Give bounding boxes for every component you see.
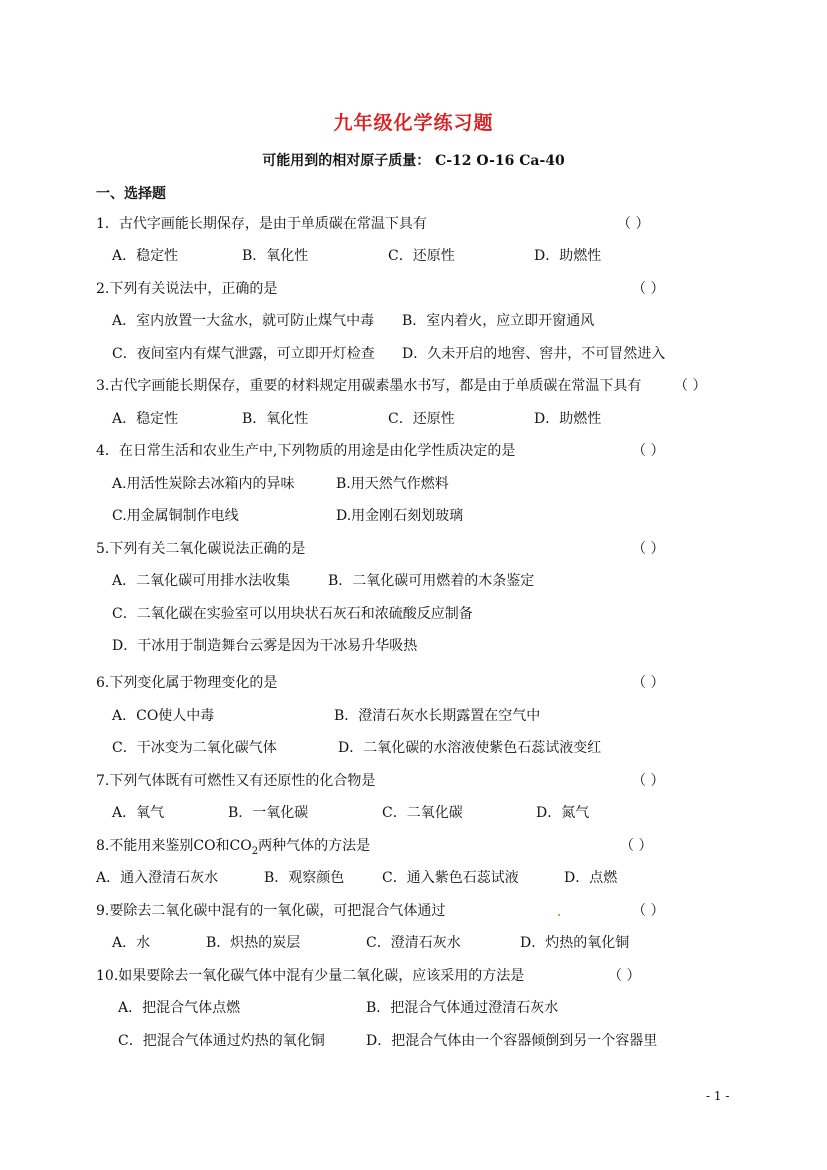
question-10-option-c: C．把混合气体通过灼热的氧化铜: [118, 1033, 325, 1049]
page-title: 九年级化学练习题: [333, 112, 494, 134]
question-1-stem: 1．古代字画能长期保存，是由于单质碳在常温下具有: [96, 216, 427, 232]
question-9-option-c: C．澄清石灰水: [366, 935, 461, 951]
question-10-option-b: B．把混合气体通过澄清石灰水: [366, 1000, 559, 1016]
atomic-mass-note: 可能用到的相对原子质量： C-12 O-16 Ca-40: [262, 153, 565, 169]
question-1-option-a: A．稳定性: [112, 248, 179, 264]
question-3-option-c: C．还原性: [388, 411, 455, 427]
question-6-stem: 6.下列变化属于物理变化的是: [96, 675, 278, 691]
question-6-option-a: A．CO使人中毒: [112, 708, 215, 724]
question-7-answer-blank: （ ）: [632, 773, 665, 789]
question-6-answer-blank: （ ）: [632, 675, 665, 691]
question-2-stem: 2.下列有关说法中，正确的是: [96, 281, 278, 297]
question-1-option-c: C．还原性: [388, 248, 455, 264]
question-3-answer-blank: （ ）: [674, 378, 707, 394]
question-8-stem-part-2: 两种气体的方法是: [258, 838, 371, 854]
question-3-option-d: D．助燃性: [534, 411, 602, 427]
question-3-stem: 3.古代字画能长期保存，重要的材料规定用碳素墨水书写，都是由于单质碳在常温下具有: [96, 378, 642, 394]
question-8-option-a: A．通入澄清石灰水: [96, 870, 219, 886]
question-5-stem: 5.下列有关二氧化碳说法正确的是: [96, 541, 306, 557]
question-10-stem: 10.如果要除去一氧化碳气体中混有少量二氧化碳，应该采用的方法是: [96, 968, 525, 984]
question-2-option-d: D．久未开启的地窖、窖井，不可冒然进入: [402, 346, 666, 362]
question-2-answer-blank: （ ）: [632, 281, 665, 297]
question-2-option-a: A．室内放置一大盆水，就可防止煤气中毒: [112, 313, 375, 329]
question-1-option-d: D．助燃性: [534, 248, 602, 264]
question-9-option-a: A．水: [112, 935, 151, 951]
question-1-answer-blank: （ ）: [617, 216, 650, 232]
question-4-option-b: B.用天然气作燃料: [336, 476, 449, 492]
question-7-option-a: A．氧气: [112, 805, 165, 821]
question-5-option-d: D．干冰用于制造舞台云雾是因为干冰易升华吸热: [112, 638, 418, 654]
stray-mark: [558, 914, 560, 916]
question-8-stem-part-1: 8.不能用来鉴别CO和CO: [96, 838, 252, 854]
question-10-option-d: D．把混合气体由一个容器倾倒到另一个容器里: [366, 1033, 658, 1049]
question-5-option-a: A．二氧化碳可用排水法收集: [112, 573, 291, 589]
question-8-stem: [96, 837, 370, 861]
question-5-option-c: C．二氧化碳在实验室可以用块状石灰石和浓硫酸反应制备: [112, 606, 473, 622]
question-7-option-b: B．一氧化碳: [228, 805, 309, 821]
question-7-option-c: C．二氧化碳: [382, 805, 463, 821]
question-5-option-b: B．二氧化碳可用燃着的木条鉴定: [328, 573, 535, 589]
question-9-answer-blank: （ ）: [632, 903, 665, 919]
question-10-option-a: A．把混合气体点燃: [118, 1000, 241, 1016]
question-8-subscript: 2: [251, 845, 259, 857]
question-3-option-a: A．稳定性: [112, 411, 179, 427]
section-heading: 一、选择题: [96, 186, 166, 202]
question-3-option-b: B．氧化性: [242, 411, 309, 427]
question-9-stem: 9.要除去二氧化碳中混有的一氧化碳，可把混合气体通过: [96, 903, 446, 919]
question-1-option-b: B．氧化性: [242, 248, 309, 264]
question-8-option-b: B．观察颜色: [264, 870, 345, 886]
question-7-option-d: D．氮气: [536, 805, 590, 821]
question-8-option-d: D．点燃: [564, 870, 618, 886]
question-2-option-c: C．夜间室内有煤气泄露，可立即开灯检查: [112, 346, 375, 362]
question-4-option-a: A.用活性炭除去冰箱内的异味: [112, 476, 295, 492]
page-number: - 1 -: [706, 1089, 730, 1103]
question-8-answer-blank: （ ）: [620, 838, 653, 854]
question-5-answer-blank: （ ）: [632, 541, 665, 557]
question-8-option-c: C．通入紫色石蕊试液: [382, 870, 519, 886]
question-4-option-d: D.用金刚石刻划玻璃: [336, 508, 464, 524]
question-2-option-b: B．室内着火，应立即开窗通风: [402, 313, 595, 329]
question-4-stem: 4．在日常生活和农业生产中,下列物质的用途是由化学性质决定的是: [96, 443, 516, 459]
question-4-answer-blank: （ ）: [632, 443, 665, 459]
question-7-stem: 7.下列气体既有可燃性又有还原性的化合物是: [96, 773, 376, 789]
question-4-option-c: C.用金属铜制作电线: [112, 508, 239, 524]
question-9-option-b: B．炽热的炭层: [206, 935, 301, 951]
question-6-option-b: B．澄清石灰水长期露置在空气中: [334, 708, 541, 724]
question-10-answer-blank: （ ）: [608, 968, 641, 984]
question-6-option-d: D．二氧化碳的水溶液使紫色石蕊试液变红: [338, 740, 602, 756]
question-6-option-c: C．干冰变为二氧化碳气体: [112, 740, 277, 756]
question-9-option-d: D．灼热的氧化铜: [520, 935, 630, 951]
